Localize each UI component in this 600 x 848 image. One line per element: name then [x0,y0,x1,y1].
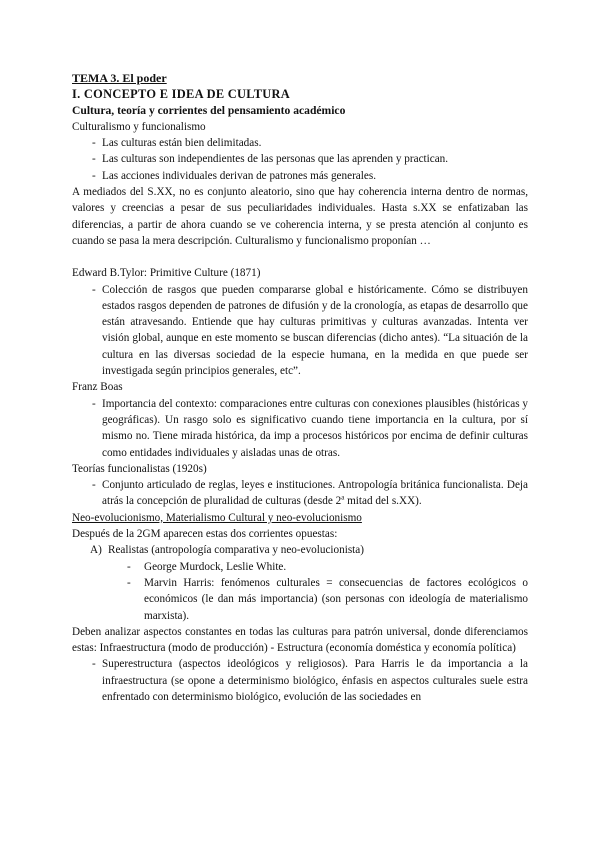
list-item: - Las culturas son independientes de las personas que las aprenden y practican. [72,151,528,167]
item-marker: A) [90,544,102,557]
item-label: Realistas (antropología comparativa y neo-evolucionista) [108,544,364,557]
boas-heading: Franz Boas [72,381,123,394]
neo-item-a [72,542,528,558]
list-item: - Las acciones individuales derivan de patrones más generales. [72,168,528,184]
ordinal-superscript: a [341,493,345,502]
list-item: - George Murdock, Leslie White. [72,559,528,575]
spacer [72,249,528,265]
neo-last-list [72,656,528,705]
document-page [72,70,528,705]
funcionalistas-text: Conjunto articulado de reglas, leyes e instituciones. Antropología británica funcionalista. Deja atrás la concepción de pluralidad de culturas (desde 2 [102,479,528,508]
neo-heading: Neo-evolucionismo, Materialismo Cultural y neo-evolucionismo [72,511,362,524]
tylor-list [72,282,528,380]
culturalismo-list [72,135,528,184]
list-item: - Marvin Harris: fenómenos culturales = consecuencias de factores ecológicos o económicos (le dan más importancia) (son personas con ideología de materialismo marxista). [72,575,528,624]
list-item: - Colección de rasgos que pueden compararse global e históricamente. Cómo se distribuyen estados rasgos dependen de patrones de difusión y de la cronología, as etapas de desarrollo que están atravesando. Entiende que hay culturas primitivas y culturas avanzadas. Intenta ver visión global, aunque en este momento se buscan diferencias (dicho antes). “La situación de la cultura en las diversas sociedad de la especie humana, en la medida en que puede ser investigada según principios generales, etc”. [72,282,528,380]
funcionalistas-list [72,477,528,510]
list-item: - Las culturas están bien delimitadas. [72,135,528,151]
tylor-heading: Edward B.Tylor: Primitive Culture (1871) [72,267,261,280]
list-item: - Importancia del contexto: comparaciones entre culturas con conexiones plausibles (históricas y geográficas). Un rasgo solo es significativo cuando tiene importancia en la cultura, por sí mismo no. Tiene mirada histórica, da imp a procesos históricos por encima de definir culturas como entidades individuales y aisladas unas de otras. [72,396,528,461]
neo-sub-list [72,559,528,624]
section-title: I. CONCEPTO E IDEA DE CULTURA [72,87,291,102]
culturalismo-paragraph: A mediados del S.XX, no es conjunto aleatorio, sino que hay coherencia interna dentro de normas, valores y creencias a pesar de sus peculiaridades individuales. Hasta s.XX se enfatizaban las diferencias, a partir de ahora cuando se ve coherencia interna, y se presta atención al conjunto es cuando se pasa la mera descripción. Culturalismo y funcionalismo proponían … [72,186,528,247]
boas-list [72,396,528,461]
subsection-title: Cultura, teoría y corrientes del pensamiento académico [72,103,346,117]
list-item: - Superestructura (aspectos ideológicos y religiosos). Para Harris le da importancia a la infraestructura (se opone a determinismo biológico, énfasis en aspectos culturales suele estra enfrentado con determinismo biológico, evolución de las sociedades en [72,656,528,705]
list-item [72,477,528,510]
neo-paragraph: Deben analizar aspectos constantes en todas las culturas para patrón universal, donde diferenciamos estas: Infraestructura (modo de producción) - Estructura (economía doméstica y economía política) [72,625,528,655]
culturalismo-heading: Culturalismo y funcionalismo [72,120,206,133]
funcionalistas-text-end: mitad del s.XX). [344,495,422,508]
funcionalistas-heading: Teorías funcionalistas (1920s) [72,462,207,475]
neo-intro: Después de la 2GM aparecen estas dos corrientes opuestas: [72,528,338,541]
tema-title: TEMA 3. El poder [72,71,167,85]
